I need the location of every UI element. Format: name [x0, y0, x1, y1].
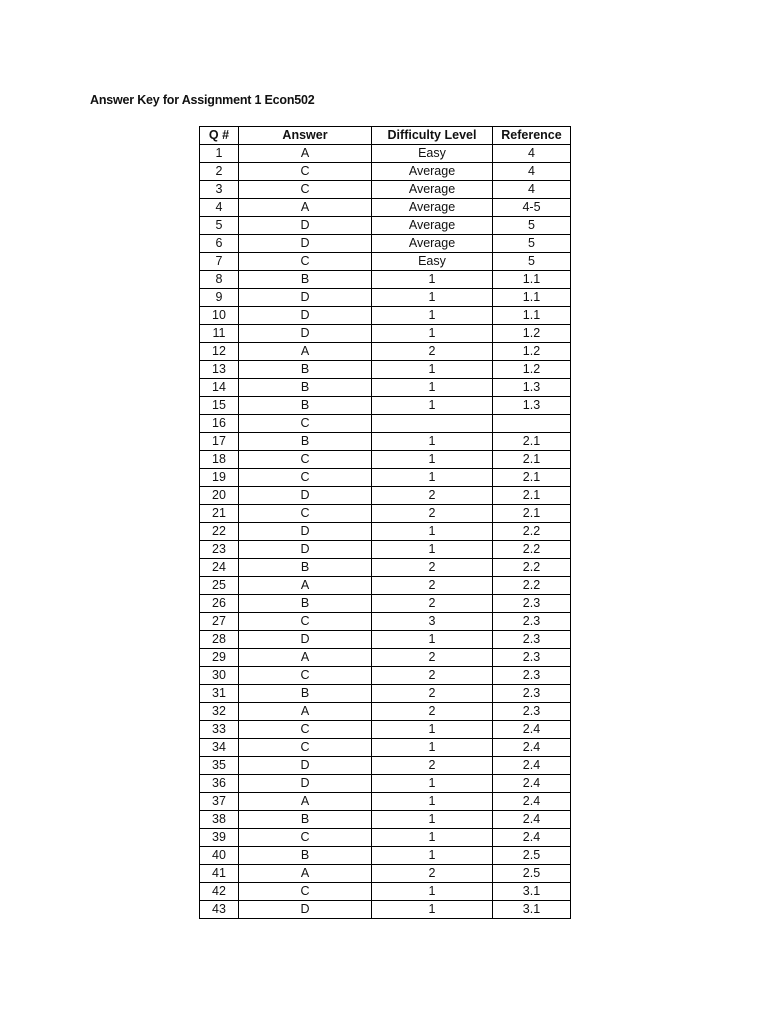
table-row: [200, 433, 571, 451]
reference-cell: 4: [493, 163, 571, 181]
answer-cell: A: [239, 793, 372, 811]
question-number-cell: 35: [200, 757, 239, 775]
difficulty-level-cell: 2: [372, 685, 493, 703]
answer-cell: C: [239, 667, 372, 685]
difficulty-level-cell: Easy: [372, 253, 493, 271]
question-number-cell: 3: [200, 181, 239, 199]
reference-cell: 2.3: [493, 667, 571, 685]
question-number-cell: 5: [200, 217, 239, 235]
answer-cell: A: [239, 145, 372, 163]
reference-cell: 2.2: [493, 559, 571, 577]
answer-cell: D: [239, 757, 372, 775]
difficulty-level-cell: 2: [372, 703, 493, 721]
reference-cell: 2.4: [493, 775, 571, 793]
table-row: [200, 271, 571, 289]
table-row: [200, 649, 571, 667]
reference-cell: 5: [493, 235, 571, 253]
table-row: [200, 253, 571, 271]
difficulty-level-cell: 3: [372, 613, 493, 631]
answer-cell: A: [239, 577, 372, 595]
difficulty-level-cell: Average: [372, 217, 493, 235]
answer-cell: D: [239, 487, 372, 505]
answer-cell: D: [239, 289, 372, 307]
question-number-cell: 9: [200, 289, 239, 307]
answer-cell: D: [239, 217, 372, 235]
reference-cell: 2.3: [493, 649, 571, 667]
table-row: [200, 721, 571, 739]
answer-cell: C: [239, 721, 372, 739]
difficulty-level-cell: 2: [372, 559, 493, 577]
answer-cell: D: [239, 325, 372, 343]
question-number-cell: 17: [200, 433, 239, 451]
table-row: [200, 505, 571, 523]
difficulty-level-cell: 2: [372, 649, 493, 667]
answer-cell: C: [239, 181, 372, 199]
answer-cell: C: [239, 613, 372, 631]
answer-cell: C: [239, 469, 372, 487]
question-number-cell: 15: [200, 397, 239, 415]
reference-cell: 2.3: [493, 613, 571, 631]
question-number-cell: 38: [200, 811, 239, 829]
header-row: [200, 127, 571, 145]
question-number-cell: 2: [200, 163, 239, 181]
header-difficulty-level: Difficulty Level: [372, 127, 493, 145]
table-row: [200, 829, 571, 847]
table-row: [200, 631, 571, 649]
reference-cell: 2.1: [493, 451, 571, 469]
difficulty-level-cell: 2: [372, 505, 493, 523]
question-number-cell: 11: [200, 325, 239, 343]
table-row: [200, 865, 571, 883]
table-row: [200, 703, 571, 721]
reference-cell: 2.3: [493, 685, 571, 703]
reference-cell: 2.3: [493, 595, 571, 613]
difficulty-level-cell: Average: [372, 163, 493, 181]
question-number-cell: 24: [200, 559, 239, 577]
answer-cell: A: [239, 343, 372, 361]
difficulty-level-cell: 1: [372, 451, 493, 469]
table-row: [200, 757, 571, 775]
question-number-cell: 23: [200, 541, 239, 559]
difficulty-level-cell: Average: [372, 235, 493, 253]
question-number-cell: 22: [200, 523, 239, 541]
difficulty-level-cell: 1: [372, 379, 493, 397]
question-number-cell: 27: [200, 613, 239, 631]
table-row: [200, 577, 571, 595]
table-row: [200, 667, 571, 685]
table-row: [200, 793, 571, 811]
question-number-cell: 10: [200, 307, 239, 325]
table-row: [200, 181, 571, 199]
question-number-cell: 14: [200, 379, 239, 397]
table-row: [200, 883, 571, 901]
answer-cell: C: [239, 829, 372, 847]
reference-cell: 2.2: [493, 577, 571, 595]
answer-cell: B: [239, 811, 372, 829]
difficulty-level-cell: 1: [372, 811, 493, 829]
reference-cell: [493, 415, 571, 433]
reference-cell: 2.1: [493, 433, 571, 451]
answer-cell: B: [239, 847, 372, 865]
table-row: [200, 847, 571, 865]
difficulty-level-cell: 1: [372, 883, 493, 901]
difficulty-level-cell: 1: [372, 307, 493, 325]
answer-cell: D: [239, 775, 372, 793]
question-number-cell: 4: [200, 199, 239, 217]
question-number-cell: 33: [200, 721, 239, 739]
reference-cell: 2.5: [493, 847, 571, 865]
table-row: [200, 199, 571, 217]
answer-cell: B: [239, 361, 372, 379]
reference-cell: 1.2: [493, 325, 571, 343]
table-row: [200, 595, 571, 613]
answer-cell: C: [239, 415, 372, 433]
answer-cell: A: [239, 649, 372, 667]
difficulty-level-cell: 2: [372, 595, 493, 613]
reference-cell: 2.2: [493, 541, 571, 559]
reference-cell: 3.1: [493, 901, 571, 919]
difficulty-level-cell: 2: [372, 865, 493, 883]
reference-cell: 1.1: [493, 289, 571, 307]
header-answer: Answer: [239, 127, 372, 145]
question-number-cell: 43: [200, 901, 239, 919]
table-row: [200, 415, 571, 433]
question-number-cell: 37: [200, 793, 239, 811]
table-row: [200, 289, 571, 307]
table-row: [200, 325, 571, 343]
reference-cell: 5: [493, 217, 571, 235]
answer-cell: B: [239, 433, 372, 451]
reference-cell: 2.4: [493, 793, 571, 811]
table-row: [200, 541, 571, 559]
answer-cell: C: [239, 739, 372, 757]
difficulty-level-cell: 2: [372, 757, 493, 775]
difficulty-level-cell: Average: [372, 181, 493, 199]
answer-cell: C: [239, 451, 372, 469]
reference-cell: 2.1: [493, 469, 571, 487]
question-number-cell: 25: [200, 577, 239, 595]
reference-cell: 4-5: [493, 199, 571, 217]
question-number-cell: 6: [200, 235, 239, 253]
table-row: [200, 523, 571, 541]
reference-cell: 1.1: [493, 307, 571, 325]
reference-cell: 1.2: [493, 343, 571, 361]
answer-cell: B: [239, 559, 372, 577]
table-row: [200, 901, 571, 919]
reference-cell: 1.2: [493, 361, 571, 379]
difficulty-level-cell: 1: [372, 271, 493, 289]
table-row: [200, 451, 571, 469]
difficulty-level-cell: 1: [372, 469, 493, 487]
question-number-cell: 39: [200, 829, 239, 847]
difficulty-level-cell: Easy: [372, 145, 493, 163]
question-number-cell: 13: [200, 361, 239, 379]
table-row: [200, 217, 571, 235]
table-row: [200, 307, 571, 325]
table-row: [200, 235, 571, 253]
question-number-cell: 16: [200, 415, 239, 433]
difficulty-level-cell: 1: [372, 901, 493, 919]
reference-cell: 2.4: [493, 829, 571, 847]
difficulty-level-cell: 1: [372, 631, 493, 649]
question-number-cell: 21: [200, 505, 239, 523]
difficulty-level-cell: 1: [372, 541, 493, 559]
question-number-cell: 26: [200, 595, 239, 613]
difficulty-level-cell: 2: [372, 343, 493, 361]
reference-cell: 2.3: [493, 703, 571, 721]
reference-cell: 2.4: [493, 739, 571, 757]
reference-cell: 2.4: [493, 721, 571, 739]
difficulty-level-cell: 1: [372, 721, 493, 739]
difficulty-level-cell: 1: [372, 829, 493, 847]
question-number-cell: 41: [200, 865, 239, 883]
question-number-cell: 34: [200, 739, 239, 757]
table-row: [200, 685, 571, 703]
answer-cell: A: [239, 865, 372, 883]
answer-cell: A: [239, 703, 372, 721]
answer-cell: B: [239, 379, 372, 397]
question-number-cell: 30: [200, 667, 239, 685]
question-number-cell: 31: [200, 685, 239, 703]
page-title: Answer Key for Assignment 1 Econ502: [90, 93, 315, 107]
difficulty-level-cell: 1: [372, 847, 493, 865]
difficulty-level-cell: 1: [372, 793, 493, 811]
reference-cell: 2.4: [493, 757, 571, 775]
difficulty-level-cell: 1: [372, 289, 493, 307]
answer-cell: B: [239, 271, 372, 289]
reference-cell: 2.3: [493, 631, 571, 649]
table-row: [200, 487, 571, 505]
table-row: [200, 613, 571, 631]
table-row: [200, 343, 571, 361]
answer-cell: C: [239, 505, 372, 523]
question-number-cell: 36: [200, 775, 239, 793]
answer-cell: D: [239, 307, 372, 325]
header-question-number: Q #: [200, 127, 239, 145]
table-row: [200, 811, 571, 829]
table-row: [200, 379, 571, 397]
table-row: [200, 559, 571, 577]
difficulty-level-cell: 1: [372, 739, 493, 757]
answer-cell: D: [239, 541, 372, 559]
answer-cell: C: [239, 253, 372, 271]
table-row: [200, 775, 571, 793]
reference-cell: 4: [493, 181, 571, 199]
question-number-cell: 1: [200, 145, 239, 163]
answer-key-table: [199, 126, 571, 919]
answer-cell: D: [239, 631, 372, 649]
answer-cell: D: [239, 523, 372, 541]
answer-cell: C: [239, 163, 372, 181]
question-number-cell: 32: [200, 703, 239, 721]
difficulty-level-cell: 1: [372, 523, 493, 541]
difficulty-level-cell: Average: [372, 199, 493, 217]
table-header: [200, 127, 571, 145]
difficulty-level-cell: 2: [372, 487, 493, 505]
question-number-cell: 19: [200, 469, 239, 487]
difficulty-level-cell: 2: [372, 667, 493, 685]
answer-cell: C: [239, 883, 372, 901]
reference-cell: 2.2: [493, 523, 571, 541]
difficulty-level-cell: 1: [372, 775, 493, 793]
difficulty-level-cell: 1: [372, 433, 493, 451]
answer-cell: B: [239, 595, 372, 613]
reference-cell: 5: [493, 253, 571, 271]
question-number-cell: 12: [200, 343, 239, 361]
question-number-cell: 8: [200, 271, 239, 289]
reference-cell: 2.1: [493, 487, 571, 505]
table-row: [200, 361, 571, 379]
question-number-cell: 28: [200, 631, 239, 649]
answer-cell: B: [239, 685, 372, 703]
table-body: [200, 145, 571, 919]
question-number-cell: 20: [200, 487, 239, 505]
table-row: [200, 163, 571, 181]
difficulty-level-cell: 1: [372, 397, 493, 415]
answer-cell: A: [239, 199, 372, 217]
table-row: [200, 397, 571, 415]
reference-cell: 2.4: [493, 811, 571, 829]
table-row: [200, 145, 571, 163]
reference-cell: 2.5: [493, 865, 571, 883]
answer-cell: B: [239, 397, 372, 415]
difficulty-level-cell: 1: [372, 361, 493, 379]
reference-cell: 1.1: [493, 271, 571, 289]
reference-cell: 3.1: [493, 883, 571, 901]
question-number-cell: 18: [200, 451, 239, 469]
reference-cell: 1.3: [493, 397, 571, 415]
question-number-cell: 40: [200, 847, 239, 865]
difficulty-level-cell: 2: [372, 577, 493, 595]
reference-cell: 4: [493, 145, 571, 163]
header-reference: Reference: [493, 127, 571, 145]
reference-cell: 1.3: [493, 379, 571, 397]
reference-cell: 2.1: [493, 505, 571, 523]
answer-cell: D: [239, 235, 372, 253]
table-row: [200, 469, 571, 487]
difficulty-level-cell: [372, 415, 493, 433]
question-number-cell: 7: [200, 253, 239, 271]
question-number-cell: 29: [200, 649, 239, 667]
question-number-cell: 42: [200, 883, 239, 901]
difficulty-level-cell: 1: [372, 325, 493, 343]
table-row: [200, 739, 571, 757]
answer-cell: D: [239, 901, 372, 919]
